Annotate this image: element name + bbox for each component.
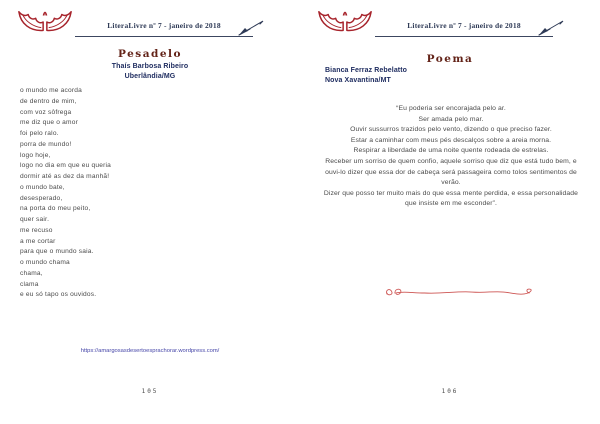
poem-line: foi pelo ralo.: [20, 130, 59, 137]
quill-pen-icon: [237, 18, 265, 38]
poem-line: me recuso: [20, 226, 53, 234]
poem-line: o mundo me acorda: [20, 87, 83, 94]
poem-line: ouvi-lo dizer que essa dor de cabeça será passageira como tolos sentimentos de: [325, 168, 577, 176]
poem-body-left: [20, 86, 111, 301]
poem-line: que insiste em me esconder”.: [405, 200, 497, 208]
poem-line: Receber um sorriso de quem confio, aquele sorriso que diz que está tudo bem, e: [325, 157, 577, 165]
quill-pen-icon: [537, 18, 565, 38]
author-block-right: [325, 66, 407, 86]
author-block-left: [0, 62, 300, 82]
poem-line: logo no dia em que eu queria: [20, 162, 112, 170]
journal-header-text: LiteraLivre nº 7 - janeiro de 2018: [407, 21, 521, 30]
poem-line: Ouvir sussurros trazidos pelo vento, dizendo o que preciso fazer.: [350, 126, 552, 134]
poem-line: porra de mundo!: [20, 140, 72, 148]
journal-header-text: LiteraLivre nº 7 - janeiro de 2018: [107, 21, 221, 30]
poem-title-left: Pesadelo: [117, 48, 183, 60]
poem-line: “Eu poderia ser encorajada pelo ar.: [396, 105, 506, 112]
journal-header: [75, 21, 253, 37]
poem-line: clama: [20, 280, 39, 288]
poem-line: na porta do meu peito,: [20, 205, 91, 213]
author-location: Uberlândia/MG: [124, 73, 176, 80]
poem-line: o mundo chama: [20, 259, 70, 266]
blog-link[interactable]: https://amargosasdesertoesprachorar.wordpress.com/: [80, 348, 220, 354]
poem-line: dormir até as dez da manhã!: [20, 173, 110, 180]
author-location: Nova Xavantina/MT: [325, 77, 391, 84]
poem-line: quer sair.: [20, 216, 50, 223]
page-number-left: 105: [141, 388, 159, 395]
poem-line: desesperado,: [20, 194, 63, 202]
poem-line: logo hoje,: [20, 151, 51, 159]
poem-title-right: Poema: [426, 53, 474, 65]
poem-line: Respirar a liberdade de uma noite quente rodeada de estrelas.: [353, 147, 549, 155]
poem-line: Estar a caminhar com meus pés descalços sobre a areia morna.: [350, 136, 552, 144]
page-right: [300, 0, 600, 424]
poem-line: verão.: [441, 179, 461, 187]
author-name: Bianca Ferraz Rebelatto: [325, 67, 408, 74]
poem-body-right: [308, 104, 594, 210]
poem-line: o mundo bate,: [20, 183, 65, 191]
flourish-divider: [383, 285, 541, 301]
poem-line: a me cortar: [20, 237, 56, 245]
page-number-right: 106: [441, 388, 459, 395]
poem-line: Ser amada pelo mar.: [418, 115, 484, 123]
poem-line: me diz que o amor: [20, 119, 79, 127]
poem-line: de dentro de mim,: [20, 97, 77, 105]
wings-logo-icon: [317, 5, 373, 39]
poem-line: para que o mundo saia.: [20, 248, 94, 256]
poem-line: e eu só tapo os ouvidos.: [20, 291, 97, 299]
author-name: Thaís Barbosa Ribeiro: [111, 63, 189, 70]
wings-logo-icon: [17, 5, 73, 39]
journal-header: [375, 21, 553, 37]
poem-line: com voz sôfrega: [20, 108, 72, 116]
poem-line: Dizer que posso ter muito mais do que essa mente perdida, e essa personalidade: [323, 189, 579, 197]
poem-line: chama,: [20, 269, 43, 277]
